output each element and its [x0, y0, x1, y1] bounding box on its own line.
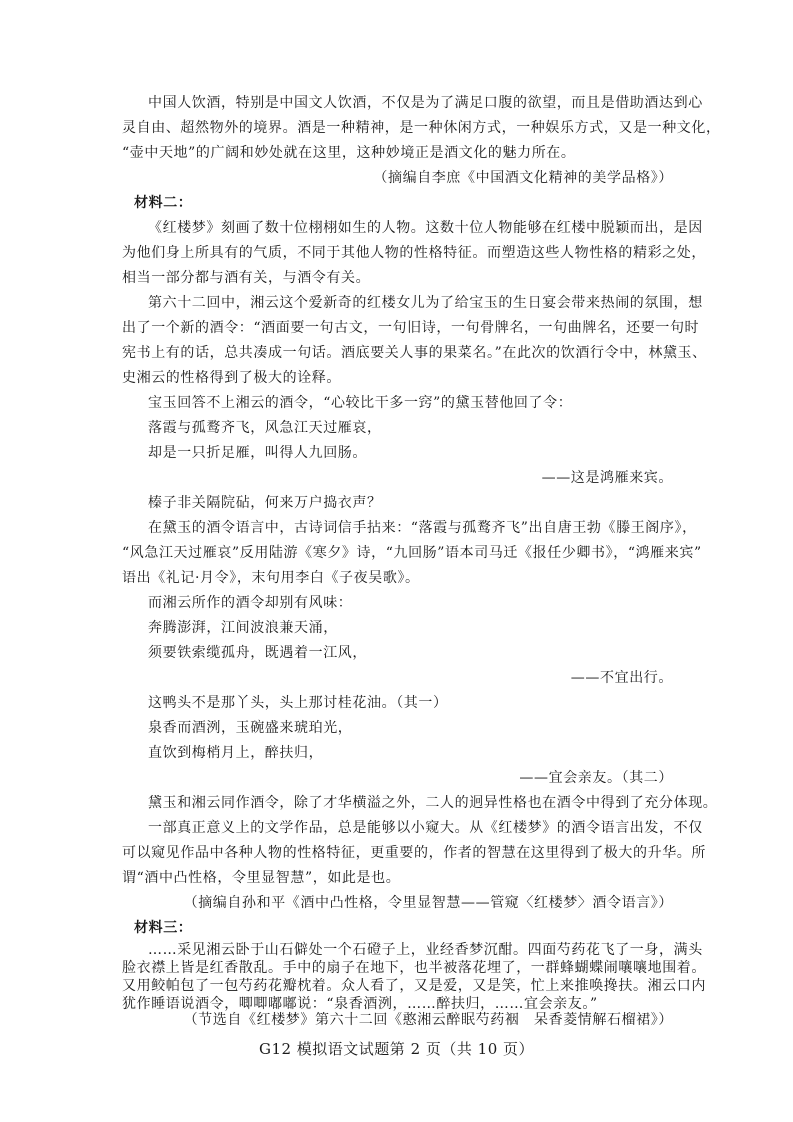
source-citation: （节选自《红楼梦》第六十二回《憨湘云醉眠芍药裀 呆香菱情解石榴裙》） — [183, 1012, 673, 1028]
source-citation: （摘编自孙和平《酒中凸性格，令里显智慧——管窥〈红楼梦〉酒令语言》） — [183, 895, 673, 911]
verse-tail: ——这是鸿雁来宾。 — [541, 470, 673, 486]
body-line: 黛玉和湘云同作酒令，除了才华横溢之外，二人的迥异性格也在酒令中得到了充分体现。 — [148, 795, 718, 811]
body-line: 相当一部分都与酒有关，与酒令有关。 — [122, 270, 371, 286]
body-line: 中国人饮酒，特别是中国文人饮酒，不仅是为了满足口腹的欲望，而且是借助酒达到心 — [148, 95, 703, 111]
body-line: 第六十二回中，湘云这个爱新奇的红楼女儿为了给宝玉的生日宴会带来热闹的氛围，想 — [148, 295, 703, 311]
body-line: ……采见湘云卧于山石僻处一个石磴子上，业经香梦沉酣。四面芍药花飞了一身，满头 — [148, 942, 703, 958]
verse-line: 榛子非关隔院砧，何来万户捣衣声？ — [148, 495, 382, 511]
body-line: “壶中天地”的广阔和妙处就在这里，这种妙境正是酒文化的魅力所在。 — [122, 145, 576, 161]
body-line: 又用鲛帕包了一包芍药花瓣枕着。众人看了，又是爱，又是笑，忙上来推唤搀扶。湘云口内 — [122, 978, 706, 994]
verse-line: 须要铁索缆孤舟，既遇着一江风， — [148, 645, 367, 661]
section-heading: 材料二： — [134, 195, 193, 211]
verse-line: 这鸭头不是那丫头，头上那讨桂花油。（其一） — [148, 695, 448, 711]
body-line: 宝玉回答不上湘云的酒令，“心较比干多一窍”的黛玉替他回了令： — [148, 395, 573, 411]
verse-line: 泉香而酒洌，玉碗盛来琥珀光， — [148, 720, 353, 736]
body-line: 为他们身上所具有的气质，不同于其他人物的性格特征。而塑造这些人物性格的精彩之处， — [122, 245, 706, 261]
body-line: 而湘云所作的酒令却别有风味： — [148, 595, 353, 611]
verse-tail: ——不宜出行。 — [570, 670, 673, 686]
body-line: “风急江天过雁哀”反用陆游《寒夕》诗，“九回肠”语本司马迁《报任少卿书》，“鸿雁来宾” — [122, 545, 702, 561]
section-heading: 材料三： — [134, 920, 193, 936]
body-line: 在黛玉的酒令语言中，古诗词信手拈来：“落霞与孤鹜齐飞”出自唐王勃《滕王阁序》， — [148, 520, 697, 536]
body-line: 出了一个新的酒令：“酒面要一句古文，一句旧诗，一句骨牌名，一句曲牌名，还要一句时 — [122, 320, 700, 336]
body-line: 语出《礼记·月令》，末句用李白《子夜吴歌》。 — [122, 570, 420, 586]
body-line: 灵自由、超然物外的境界。酒是一种精神，是一种休闲方式，一种娱乐方式，又是一种文化， — [122, 120, 721, 136]
body-line: 谓“酒中凸性格，令里显智慧”，如此是也。 — [122, 870, 401, 886]
source-citation: （摘编自李庶《中国酒文化精神的美学品格》） — [373, 170, 673, 186]
body-line: 可以窥见作品中各种人物的性格特征，更重要的，作者的智慧在这里得到了极大的升华。所 — [122, 845, 706, 861]
body-line: 宪书上有的话，总共凑成一句话。酒底要关人事的果菜名。”在此次的饮酒行令中，林黛玉、 — [122, 345, 707, 361]
body-line: 一部真正意义上的文学作品，总是能够以小窥大。从《红楼梦》的酒令语言出发，不仅 — [148, 820, 703, 836]
page-footer: G12 模拟语文试题第 2 页（共 10 页） — [258, 1040, 535, 1058]
body-line: 史湘云的性格得到了极大的诠释。 — [122, 370, 341, 386]
verse-line: 却是一只折足雁，叫得人九回肠。 — [148, 445, 367, 461]
verse-line: 落霞与孤鹜齐飞，风急江天过雁哀， — [148, 420, 382, 436]
body-line: 脸衣襟上皆是红香散乱。手中的扇子在地下，也半被落花埋了，一群蜂蝴蝶闹嚷嚷地围着。 — [122, 960, 706, 976]
body-line: 犹作睡语说酒令，唧唧嘟嘟说：“泉香酒洌，……醉扶归，……宜会亲友。” — [122, 996, 598, 1012]
verse-tail: ——宜会亲友。（其二） — [519, 770, 673, 786]
body-line: 《红楼梦》刻画了数十位栩栩如生的人物。这数十位人物能够在红楼中脱颖而出，是因 — [148, 220, 703, 236]
verse-line: 奔腾澎湃，江间波浪兼天涌， — [148, 620, 338, 636]
verse-line: 直饮到梅梢月上，醉扶归， — [148, 745, 324, 761]
